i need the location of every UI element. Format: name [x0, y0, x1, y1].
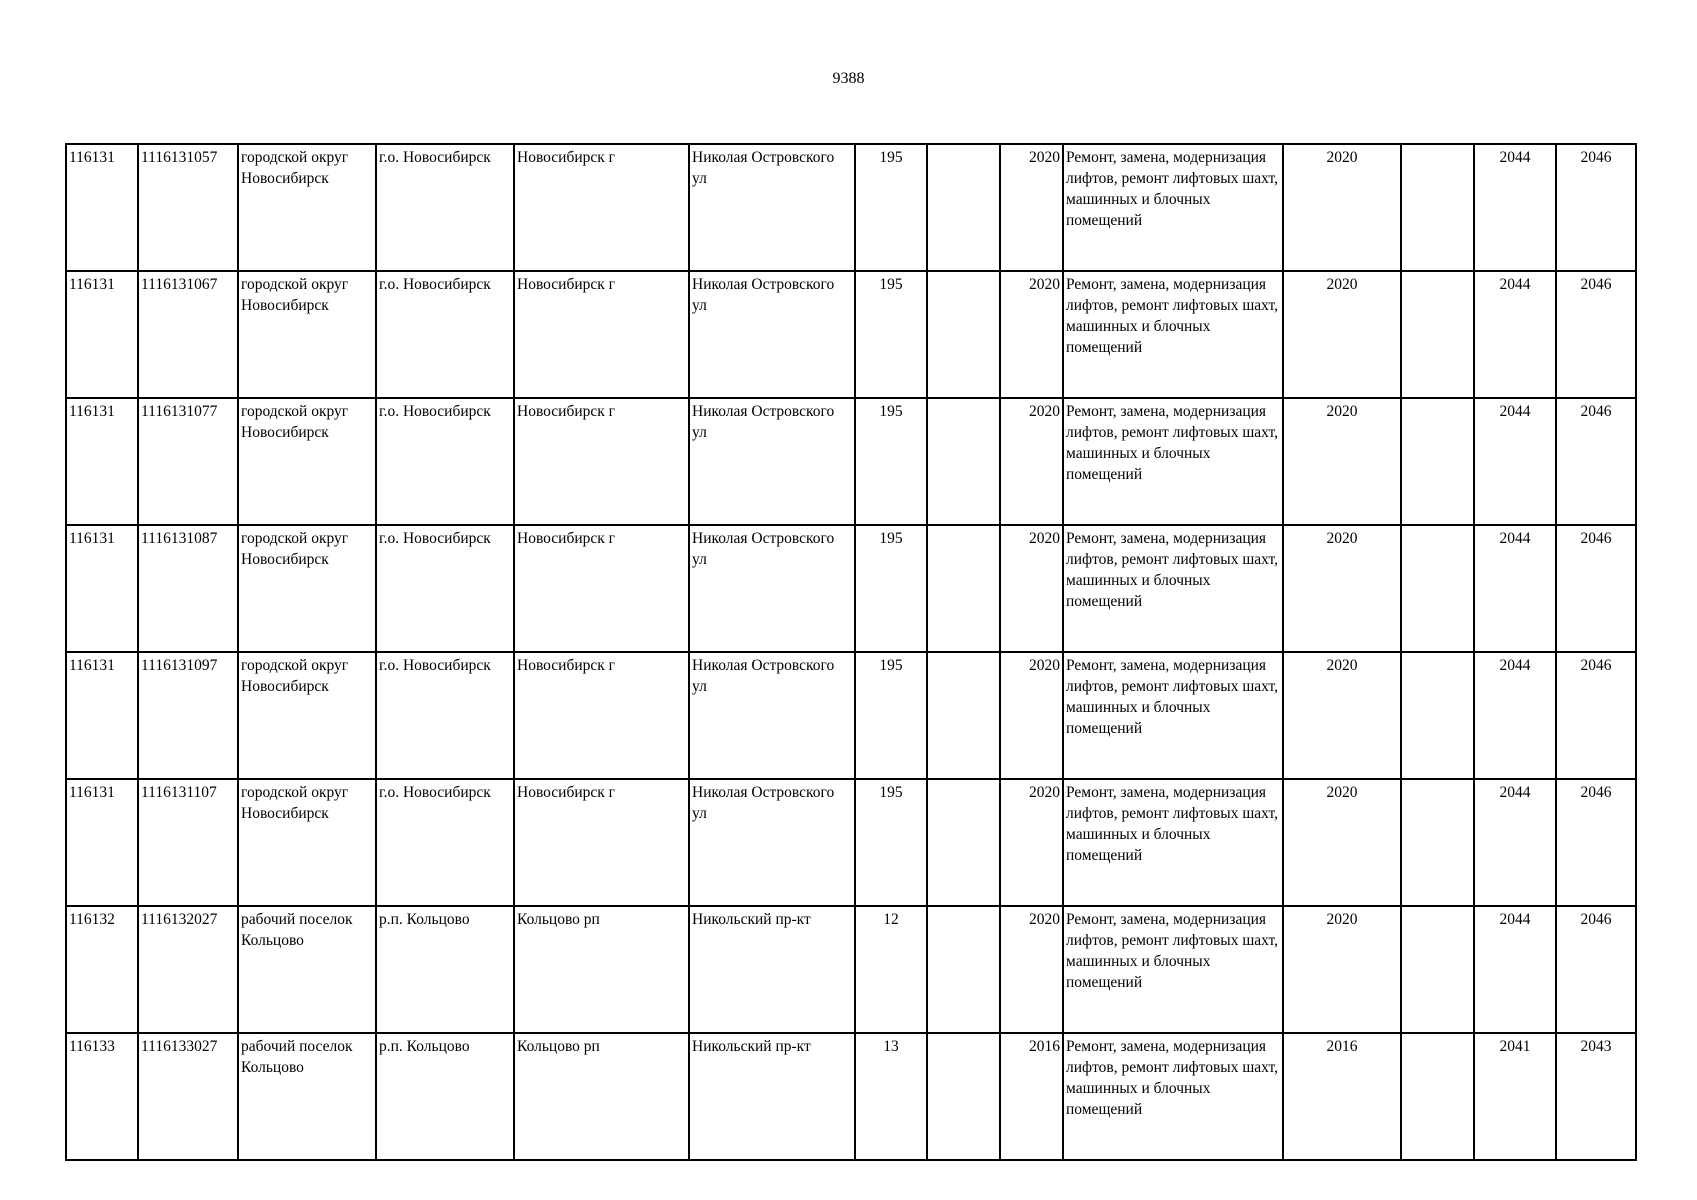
cell-work-type: Ремонт, замена, модернизация лифтов, ремонт лифтовых шахт, машинных и блочных помещений — [1063, 271, 1283, 398]
cell-empty — [927, 1033, 1000, 1160]
cell-house: 195 — [855, 525, 927, 652]
cell-street: Николая Островского ул — [689, 398, 855, 525]
cell-code: 1116131077 — [138, 398, 238, 525]
cell-id: 116131 — [66, 271, 138, 398]
table-row — [66, 144, 1636, 271]
cell-year: 2020 — [1000, 652, 1063, 779]
cell-year: 2020 — [1000, 525, 1063, 652]
cell-code: 1116132027 — [138, 906, 238, 1033]
cell-municipality-short: р.п. Кольцово — [376, 1033, 514, 1160]
cell-house: 195 — [855, 398, 927, 525]
cell-street: Николая Островского ул — [689, 271, 855, 398]
cell-street: Николая Островского ул — [689, 144, 855, 271]
cell-work-year: 2020 — [1283, 398, 1401, 525]
cell-year-final: 2046 — [1556, 271, 1636, 398]
cell-id: 116131 — [66, 144, 138, 271]
cell-work-type: Ремонт, замена, модернизация лифтов, ремонт лифтовых шахт, машинных и блочных помещений — [1063, 652, 1283, 779]
cell-year: 2016 — [1000, 1033, 1063, 1160]
cell-municipality: городской округ Новосибирск — [238, 144, 376, 271]
cell-street: Николая Островского ул — [689, 779, 855, 906]
cell-municipality: городской округ Новосибирск — [238, 652, 376, 779]
cell-id: 116131 — [66, 398, 138, 525]
cell-municipality: рабочий поселок Кольцово — [238, 906, 376, 1033]
cell-street: Николая Островского ул — [689, 652, 855, 779]
cell-year-final: 2043 — [1556, 1033, 1636, 1160]
cell-house: 195 — [855, 144, 927, 271]
cell-empty — [1401, 144, 1474, 271]
cell-municipality-short: г.о. Новосибирск — [376, 144, 514, 271]
cell-year-next: 2044 — [1474, 525, 1556, 652]
cell-code: 1116131097 — [138, 652, 238, 779]
cell-empty — [927, 906, 1000, 1033]
cell-house: 195 — [855, 652, 927, 779]
cell-code: 1116131057 — [138, 144, 238, 271]
cell-year-final: 2046 — [1556, 779, 1636, 906]
cell-house: 195 — [855, 271, 927, 398]
cell-street: Никольский пр-кт — [689, 1033, 855, 1160]
cell-year-next: 2044 — [1474, 652, 1556, 779]
cell-work-type: Ремонт, замена, модернизация лифтов, ремонт лифтовых шахт, машинных и блочных помещений — [1063, 398, 1283, 525]
cell-id: 116133 — [66, 1033, 138, 1160]
cell-work-year: 2016 — [1283, 1033, 1401, 1160]
cell-year: 2020 — [1000, 271, 1063, 398]
cell-empty — [1401, 906, 1474, 1033]
cell-settlement: Новосибирск г — [514, 271, 689, 398]
cell-house: 13 — [855, 1033, 927, 1160]
cell-empty — [927, 144, 1000, 271]
cell-empty — [1401, 525, 1474, 652]
cell-year-next: 2044 — [1474, 398, 1556, 525]
cell-municipality: рабочий поселок Кольцово — [238, 1033, 376, 1160]
cell-settlement: Кольцово рп — [514, 1033, 689, 1160]
table-row — [66, 779, 1636, 906]
cell-year: 2020 — [1000, 906, 1063, 1033]
cell-work-year: 2020 — [1283, 779, 1401, 906]
cell-year-final: 2046 — [1556, 398, 1636, 525]
cell-empty — [927, 271, 1000, 398]
cell-id: 116131 — [66, 652, 138, 779]
cell-id: 116131 — [66, 779, 138, 906]
table-row — [66, 271, 1636, 398]
cell-code: 1116133027 — [138, 1033, 238, 1160]
cell-work-type: Ремонт, замена, модернизация лифтов, ремонт лифтовых шахт, машинных и блочных помещений — [1063, 144, 1283, 271]
cell-municipality: городской округ Новосибирск — [238, 398, 376, 525]
cell-settlement: Кольцово рп — [514, 906, 689, 1033]
table-row — [66, 906, 1636, 1033]
cell-empty — [1401, 1033, 1474, 1160]
cell-settlement: Новосибирск г — [514, 652, 689, 779]
cell-settlement: Новосибирск г — [514, 144, 689, 271]
cell-empty — [927, 652, 1000, 779]
cell-empty — [1401, 271, 1474, 398]
cell-year-final: 2046 — [1556, 906, 1636, 1033]
cell-year: 2020 — [1000, 779, 1063, 906]
cell-id: 116131 — [66, 525, 138, 652]
cell-municipality-short: г.о. Новосибирск — [376, 779, 514, 906]
cell-house: 195 — [855, 779, 927, 906]
cell-code: 1116131107 — [138, 779, 238, 906]
registry-table — [65, 143, 1637, 1161]
cell-code: 1116131067 — [138, 271, 238, 398]
cell-year-final: 2046 — [1556, 652, 1636, 779]
table-row — [66, 398, 1636, 525]
cell-year-next: 2041 — [1474, 1033, 1556, 1160]
cell-settlement: Новосибирск г — [514, 525, 689, 652]
cell-empty — [927, 525, 1000, 652]
cell-work-type: Ремонт, замена, модернизация лифтов, ремонт лифтовых шахт, машинных и блочных помещений — [1063, 779, 1283, 906]
cell-municipality-short: г.о. Новосибирск — [376, 398, 514, 525]
cell-municipality-short: г.о. Новосибирск — [376, 271, 514, 398]
cell-empty — [1401, 652, 1474, 779]
cell-work-type: Ремонт, замена, модернизация лифтов, ремонт лифтовых шахт, машинных и блочных помещений — [1063, 906, 1283, 1033]
table-row — [66, 525, 1636, 652]
cell-empty — [927, 398, 1000, 525]
table-row — [66, 652, 1636, 779]
cell-work-year: 2020 — [1283, 525, 1401, 652]
cell-street: Николая Островского ул — [689, 525, 855, 652]
cell-municipality: городской округ Новосибирск — [238, 271, 376, 398]
cell-year: 2020 — [1000, 144, 1063, 271]
cell-municipality-short: р.п. Кольцово — [376, 906, 514, 1033]
cell-municipality-short: г.о. Новосибирск — [376, 525, 514, 652]
cell-house: 12 — [855, 906, 927, 1033]
cell-municipality-short: г.о. Новосибирск — [376, 652, 514, 779]
cell-year-next: 2044 — [1474, 906, 1556, 1033]
cell-settlement: Новосибирск г — [514, 779, 689, 906]
cell-id: 116132 — [66, 906, 138, 1033]
cell-street: Никольский пр-кт — [689, 906, 855, 1033]
page-number: 9388 — [832, 70, 865, 87]
cell-year-final: 2046 — [1556, 144, 1636, 271]
cell-work-year: 2020 — [1283, 906, 1401, 1033]
cell-work-year: 2020 — [1283, 652, 1401, 779]
cell-year-next: 2044 — [1474, 271, 1556, 398]
cell-municipality: городской округ Новосибирск — [238, 779, 376, 906]
cell-work-type: Ремонт, замена, модернизация лифтов, ремонт лифтовых шахт, машинных и блочных помещений — [1063, 1033, 1283, 1160]
cell-empty — [1401, 398, 1474, 525]
table-body — [66, 144, 1636, 1160]
cell-municipality: городской округ Новосибирск — [238, 525, 376, 652]
cell-year-next: 2044 — [1474, 144, 1556, 271]
cell-year: 2020 — [1000, 398, 1063, 525]
cell-empty — [927, 779, 1000, 906]
cell-work-type: Ремонт, замена, модернизация лифтов, ремонт лифтовых шахт, машинных и блочных помещений — [1063, 525, 1283, 652]
table-row — [66, 1033, 1636, 1160]
cell-code: 1116131087 — [138, 525, 238, 652]
cell-work-year: 2020 — [1283, 144, 1401, 271]
cell-year-next: 2044 — [1474, 779, 1556, 906]
cell-work-year: 2020 — [1283, 271, 1401, 398]
cell-empty — [1401, 779, 1474, 906]
cell-year-final: 2046 — [1556, 525, 1636, 652]
cell-settlement: Новосибирск г — [514, 398, 689, 525]
